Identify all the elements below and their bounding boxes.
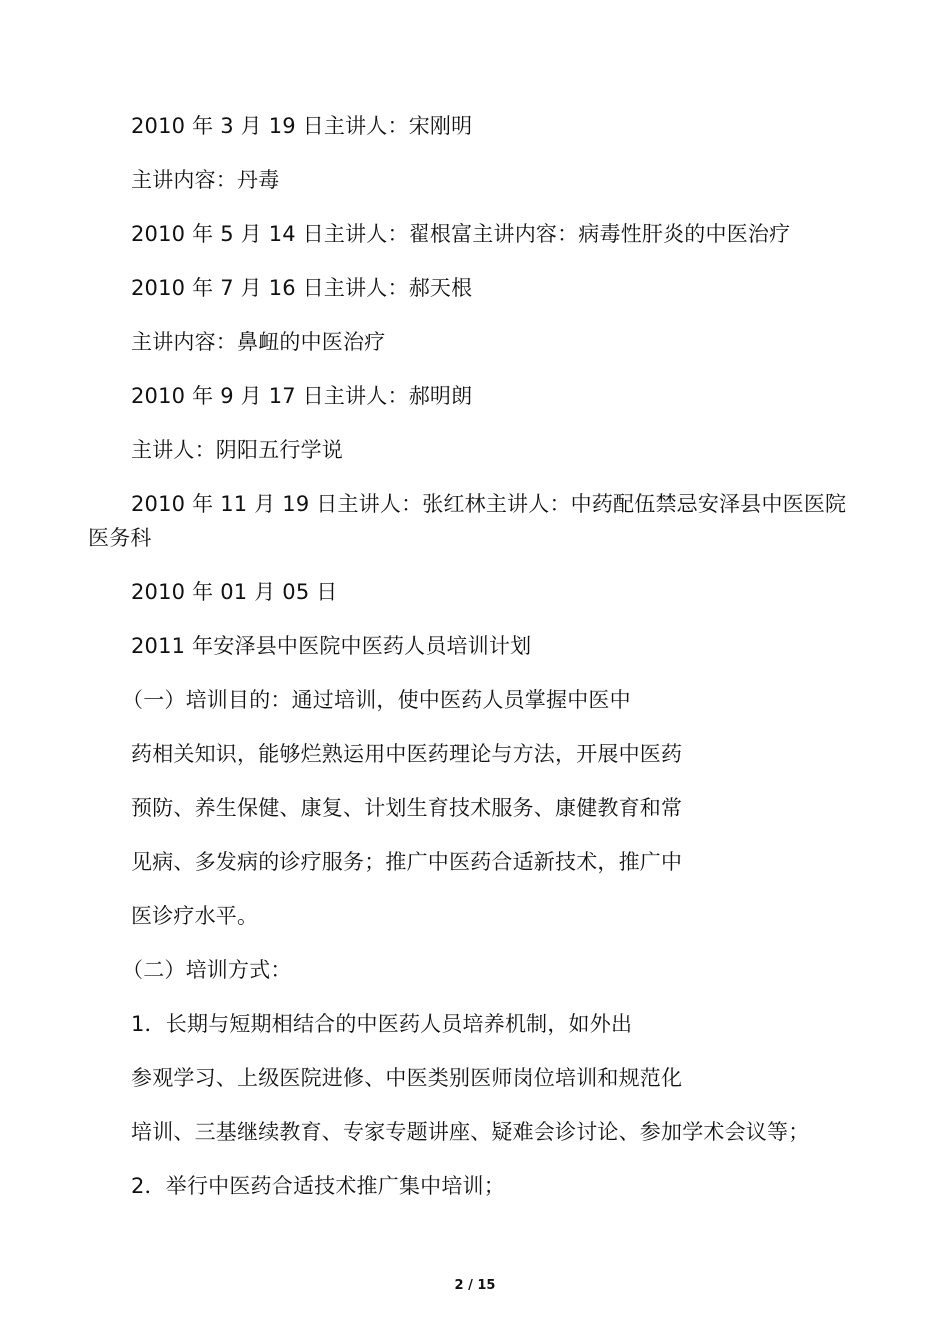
text-line: 2．举行中医药合适技术推广集中培训； (131, 1174, 505, 1198)
page-indicator: 2 / 15 (454, 1278, 496, 1293)
text-line: 参观学习、上级医院进修、中医类别医师岗位培训和规范化 (131, 1066, 683, 1090)
text-line: 1．长期与短期相结合的中医药人员培养机制，如外出 (131, 1012, 633, 1036)
text-line: 2010 年 5 月 14 日主讲人：翟根富主讲内容：病毒性肝炎的中医治疗 (131, 222, 791, 246)
text-line: 医务科 (88, 526, 152, 550)
text-line: 主讲内容：丹毒 (131, 168, 280, 192)
text-line: 见病、多发病的诊疗服务；推广中医药合适新技术，推广中 (131, 850, 683, 874)
text-line: 预防、养生保健、康复、计划生育技术服务、康健教育和常 (131, 796, 683, 820)
text-line: 2010 年 01 月 05 日 (131, 580, 338, 604)
text-line: 医诊疗水平。 (131, 904, 259, 928)
text-line: 2010 年 3 月 19 日主讲人：宋刚明 (131, 114, 473, 138)
section-heading: （二）培训方式： (122, 958, 292, 982)
text-line: 2010 年 9 月 17 日主讲人：郝明朗 (131, 384, 473, 408)
document-heading: 2011 年安泽县中医院中医药人员培训计划 (131, 634, 532, 658)
text-line: 药相关知识，能够烂熟运用中医药理论与方法，开展中医药 (131, 742, 683, 766)
text-line: 2010 年 11 月 19 日主讲人：张红林主讲人：中药配伍禁忌安泽县中医医院 (131, 492, 847, 516)
text-line: 2010 年 7 月 16 日主讲人：郝天根 (131, 276, 473, 300)
section-heading: （一）培训目的：通过培训，使中医药人员掌握中医中 (122, 688, 631, 712)
text-line: 主讲内容：鼻衄的中医治疗 (131, 330, 386, 354)
text-line: 培训、三基继续教育、专家专题讲座、疑难会诊讨论、参加学术会议等； (131, 1120, 810, 1144)
text-line: 主讲人：阴阳五行学说 (131, 438, 343, 462)
